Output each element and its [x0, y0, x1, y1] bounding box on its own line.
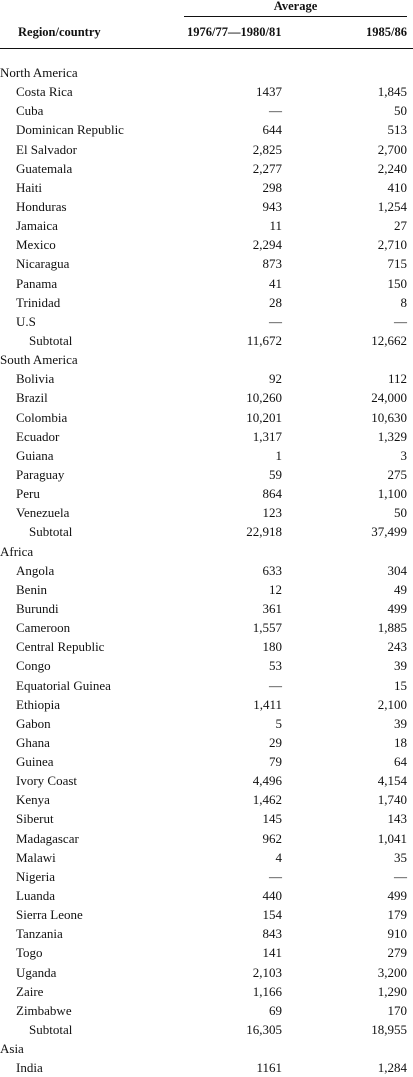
- value-1985-86: 4,154: [377, 773, 407, 789]
- value-1985-86: 50: [394, 505, 407, 521]
- table-row: [0, 714, 413, 733]
- header-bottom-rule: [0, 48, 413, 49]
- table-row: [0, 580, 413, 599]
- value-1985-86: 39: [394, 658, 407, 674]
- country-name: Honduras: [16, 198, 67, 214]
- value-1985-86: 143: [387, 811, 407, 827]
- country-name: Guinea: [16, 754, 54, 770]
- country-name: Gabon: [16, 715, 51, 731]
- value-1976-1981: 92: [269, 371, 282, 387]
- value-1976-1981: 1,317: [252, 428, 282, 444]
- region-name: South America: [0, 352, 78, 368]
- value-1985-86: 39: [394, 715, 407, 731]
- value-1985-86: 513: [387, 122, 407, 138]
- value-1976-1981: 2,294: [252, 237, 282, 253]
- country-name: Guiana: [16, 447, 54, 463]
- value-1976-1981: —: [269, 868, 282, 884]
- value-1976-1981: 644: [262, 122, 282, 138]
- table-row: [0, 159, 413, 178]
- table-row: [0, 618, 413, 637]
- value-1985-86: 24,000: [371, 390, 407, 406]
- value-1985-86: 64: [394, 754, 407, 770]
- region-country-column-header: Region/country: [18, 25, 101, 39]
- value-1985-86: 15: [394, 677, 407, 693]
- table-row: [0, 197, 413, 216]
- table-row: [0, 140, 413, 159]
- country-name: Cuba: [16, 103, 44, 119]
- table-row: [0, 924, 413, 943]
- table-row: [0, 886, 413, 905]
- value-1985-86: 170: [387, 1002, 407, 1018]
- region-name: Africa: [0, 543, 34, 559]
- value-1985-86: 2,100: [377, 696, 407, 712]
- value-1985-86: 3,200: [377, 964, 407, 980]
- table-row: [0, 905, 413, 924]
- country-name: El Salvador: [16, 141, 78, 157]
- country-name: Uganda: [16, 964, 57, 980]
- country-name: Ethiopia: [16, 696, 61, 712]
- country-name: Sierra Leone: [16, 907, 83, 923]
- value-1985-86: 150: [387, 275, 407, 291]
- table-row: [0, 312, 413, 331]
- table-row: [0, 446, 413, 465]
- subtotal-row: [0, 331, 413, 350]
- value-1976-1981: 298: [262, 179, 282, 195]
- value-1976-1981: 5: [275, 715, 282, 731]
- country-name: Nicaragua: [16, 256, 70, 272]
- value-1976-1981: 154: [262, 907, 282, 923]
- value-1985-86: 499: [387, 600, 407, 616]
- value-1976-1981: 28: [269, 294, 282, 310]
- value-1985-86: 37,499: [371, 524, 407, 540]
- table-row: [0, 254, 413, 273]
- country-name: Kenya: [16, 792, 50, 808]
- table-row: [0, 963, 413, 982]
- value-1976-1981: 1,411: [253, 696, 282, 712]
- value-1976-1981: 633: [262, 562, 282, 578]
- table-row: [0, 82, 413, 101]
- value-1985-86: 10,630: [371, 409, 407, 425]
- value-1976-1981: 59: [269, 466, 282, 482]
- country-name: Trinidad: [16, 294, 61, 310]
- value-1976-1981: 29: [269, 734, 282, 750]
- value-1976-1981: 12: [269, 581, 282, 597]
- value-1976-1981: 2,103: [252, 964, 282, 980]
- value-1985-86: 1,284: [377, 1060, 407, 1076]
- table-row: [0, 676, 413, 695]
- value-1985-86: 112: [387, 371, 407, 387]
- value-1976-1981: 4: [275, 849, 282, 865]
- country-name: Nigeria: [16, 868, 55, 884]
- table-row: [0, 465, 413, 484]
- table-row: [0, 388, 413, 407]
- table-row: [0, 982, 413, 1001]
- country-name: Panama: [16, 275, 58, 291]
- value-1985-86: 499: [387, 888, 407, 904]
- country-name: Ghana: [16, 734, 50, 750]
- value-1985-86: 304: [387, 562, 407, 578]
- value-1976-1981: 123: [262, 505, 282, 521]
- table-row: [0, 120, 413, 139]
- value-1976-1981: 2,825: [252, 141, 282, 157]
- table-row: [0, 484, 413, 503]
- value-1985-86: 18: [394, 734, 407, 750]
- table-row: [0, 867, 413, 886]
- value-1976-1981: —: [269, 677, 282, 693]
- country-name: Haiti: [16, 179, 42, 195]
- country-name: Ivory Coast: [16, 773, 78, 789]
- value-1985-86: —: [394, 313, 407, 329]
- table-row: [0, 1058, 413, 1077]
- value-1985-86: 18,955: [371, 1022, 407, 1038]
- country-name: Ecuador: [16, 428, 60, 444]
- value-1976-1981: —: [269, 313, 282, 329]
- country-name: Paraguay: [16, 466, 65, 482]
- table-row: [0, 561, 413, 580]
- value-1976-1981: 361: [262, 600, 282, 616]
- value-1985-86: 8: [400, 294, 407, 310]
- value-1976-1981: 10,201: [246, 409, 282, 425]
- country-name: Luanda: [16, 888, 55, 904]
- country-name: Jamaica: [16, 218, 58, 234]
- value-1976-1981: 962: [262, 830, 282, 846]
- table-body: [0, 63, 413, 1077]
- value-1976-1981: 4,496: [252, 773, 282, 789]
- table-row: [0, 235, 413, 254]
- subtotal-row: [0, 522, 413, 541]
- year-1985-86-column-header: 1985/86: [366, 25, 407, 39]
- country-name: Burundi: [16, 600, 59, 616]
- value-1976-1981: 1,557: [252, 620, 282, 636]
- country-name: Venezuela: [16, 505, 70, 521]
- table-row: [0, 1001, 413, 1020]
- value-1976-1981: 943: [262, 198, 282, 214]
- table-row: [0, 178, 413, 197]
- value-1976-1981: 180: [262, 639, 282, 655]
- subtotal-row: [0, 1020, 413, 1039]
- value-1985-86: 12,662: [371, 332, 407, 348]
- value-1985-86: 1,100: [377, 486, 407, 502]
- value-1985-86: 1,254: [377, 198, 407, 214]
- table-row: [0, 809, 413, 828]
- table-row: [0, 216, 413, 235]
- value-1985-86: 27: [394, 218, 407, 234]
- country-name: Madagascar: [16, 830, 79, 846]
- country-name: Malawi: [16, 849, 56, 865]
- country-name: Togo: [16, 945, 43, 961]
- table-row: [0, 293, 413, 312]
- value-1985-86: 279: [387, 945, 407, 961]
- value-1985-86: 2,240: [377, 160, 407, 176]
- value-1985-86: 1,845: [377, 84, 407, 100]
- value-1976-1981: 69: [269, 1002, 282, 1018]
- table-row: [0, 829, 413, 848]
- average-group-rule: [184, 16, 407, 17]
- value-1985-86: 1,041: [377, 830, 407, 846]
- average-group-header: Average: [273, 0, 318, 13]
- value-1976-1981: 1161: [256, 1060, 282, 1076]
- table-row: [0, 943, 413, 962]
- value-1976-1981: 79: [269, 754, 282, 770]
- value-1985-86: 1,290: [377, 983, 407, 999]
- value-1985-86: 179: [387, 907, 407, 923]
- value-1985-86: 1,329: [377, 428, 407, 444]
- region-heading-row: [0, 350, 413, 369]
- table-row: [0, 427, 413, 446]
- value-1985-86: 715: [387, 256, 407, 272]
- table-row: [0, 790, 413, 809]
- value-1985-86: 410: [387, 179, 407, 195]
- value-1976-1981: 2,277: [252, 160, 282, 176]
- table-row: [0, 369, 413, 388]
- country-name: Zimbabwe: [16, 1002, 72, 1018]
- country-name: Colombia: [16, 409, 68, 425]
- country-name: Cameroon: [16, 620, 71, 636]
- table-row: [0, 599, 413, 618]
- country-name: Congo: [16, 658, 51, 674]
- region-name: Asia: [0, 1041, 24, 1057]
- value-1985-86: 49: [394, 581, 407, 597]
- value-1976-1981: 53: [269, 658, 282, 674]
- value-1976-1981: 1: [275, 447, 282, 463]
- value-1976-1981: 864: [262, 486, 282, 502]
- value-1976-1981: 440: [262, 888, 282, 904]
- table-row: [0, 695, 413, 714]
- subtotal-label: Subtotal: [29, 332, 73, 348]
- value-1985-86: 1,740: [377, 792, 407, 808]
- table-row: [0, 408, 413, 427]
- value-1985-86: 2,700: [377, 141, 407, 157]
- value-1976-1981: 10,260: [246, 390, 282, 406]
- table-row: [0, 503, 413, 522]
- country-name: Costa Rica: [16, 84, 73, 100]
- subtotal-label: Subtotal: [29, 1022, 73, 1038]
- subtotal-label: Subtotal: [29, 524, 73, 540]
- value-1976-1981: 873: [262, 256, 282, 272]
- country-name: Brazil: [16, 390, 48, 406]
- table-row: [0, 637, 413, 656]
- period-1976-1981-column-header: 1976/77—1980/81: [187, 25, 282, 39]
- value-1985-86: 1,885: [377, 620, 407, 636]
- value-1976-1981: 843: [262, 926, 282, 942]
- country-name: Guatemala: [16, 160, 73, 176]
- country-name: Angola: [16, 562, 55, 578]
- table-row: [0, 656, 413, 675]
- country-name: Bolivia: [16, 371, 55, 387]
- table-row: [0, 752, 413, 771]
- country-name: U.S: [16, 313, 36, 329]
- country-name: Benin: [16, 581, 48, 597]
- value-1985-86: —: [394, 868, 407, 884]
- table-row: [0, 733, 413, 752]
- value-1985-86: 275: [387, 466, 407, 482]
- country-name: Zaire: [16, 983, 44, 999]
- table-row: [0, 848, 413, 867]
- value-1985-86: 2,710: [377, 237, 407, 253]
- country-name: Peru: [16, 486, 40, 502]
- region-heading-row: [0, 63, 413, 82]
- value-1976-1981: 1,462: [252, 792, 282, 808]
- value-1985-86: 243: [387, 639, 407, 655]
- value-1976-1981: —: [269, 103, 282, 119]
- value-1985-86: 3: [400, 447, 407, 463]
- value-1976-1981: 145: [262, 811, 282, 827]
- country-name: India: [16, 1060, 43, 1076]
- region-heading-row: [0, 542, 413, 561]
- region-name: North America: [0, 65, 78, 80]
- value-1985-86: 910: [387, 926, 407, 942]
- value-1976-1981: 16,305: [246, 1022, 282, 1038]
- region-heading-row: [0, 1039, 413, 1058]
- country-name: Siberut: [16, 811, 54, 827]
- table-row: [0, 274, 413, 293]
- country-name: Dominican Republic: [16, 122, 124, 138]
- value-1976-1981: 11,672: [246, 332, 282, 348]
- country-name: Mexico: [16, 237, 56, 253]
- value-1985-86: 50: [394, 103, 407, 119]
- value-1976-1981: 1,166: [252, 983, 282, 999]
- table-row: [0, 101, 413, 120]
- value-1976-1981: 141: [262, 945, 282, 961]
- value-1976-1981: 11: [269, 218, 282, 234]
- table-row: [0, 771, 413, 790]
- value-1976-1981: 22,918: [246, 524, 282, 540]
- country-name: Equatorial Guinea: [16, 677, 111, 693]
- value-1976-1981: 41: [269, 275, 282, 291]
- value-1985-86: 35: [394, 849, 407, 865]
- country-name: Tanzania: [16, 926, 63, 942]
- country-name: Central Republic: [16, 639, 105, 655]
- value-1976-1981: 1437: [256, 84, 282, 100]
